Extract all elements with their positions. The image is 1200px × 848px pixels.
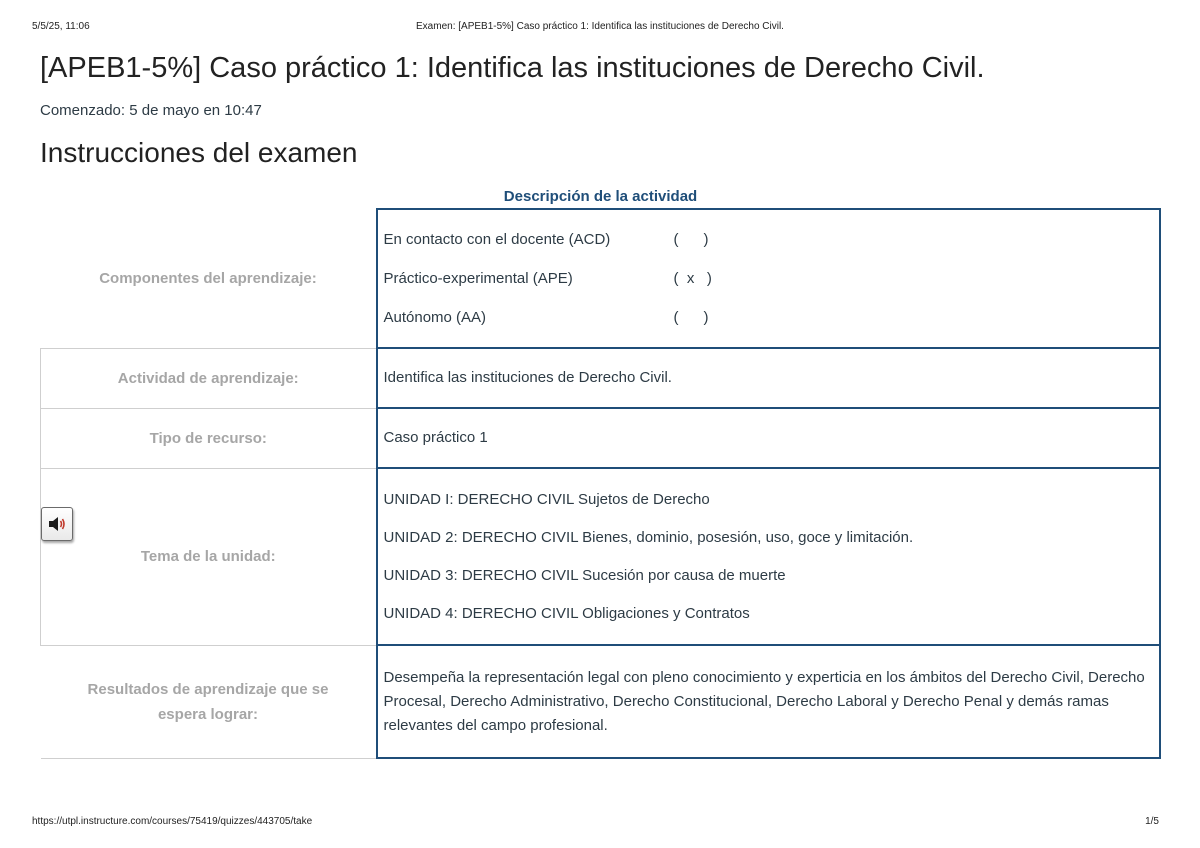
component-mark: ( ) [673,308,709,326]
instructions-heading: Instrucciones del examen [40,137,358,168]
component-item-aa [384,298,1154,337]
started-label: Comenzado: [40,102,126,119]
component-item-acd [384,220,1154,259]
print-footer [32,816,1159,827]
table-row-results [41,645,1161,758]
started-info [40,102,262,119]
theme-value [377,468,1161,645]
component-name: En contacto con el docente (ACD) [383,230,611,248]
table-row-theme [41,468,1161,645]
print-document-title: Examen: [APEB1-5%] Caso práctico 1: Identifica las instituciones de Derecho Civil. [416,21,784,32]
theme-label: Tema de la unidad: [41,468,377,645]
table-caption: Descripción de la actividad [503,188,698,205]
activity-description-table [40,186,1161,759]
component-mark: ( ) [673,230,709,248]
page-url: https://utpl.instructure.com/courses/75419/quizzes/443705/take [32,816,313,827]
component-name: Práctico-experimental (APE) [383,269,573,287]
activity-label: Actividad de aprendizaje: [41,348,377,408]
components-label: Componentes del aprendizaje: [41,209,377,348]
table-row-resource [41,408,1161,468]
resource-value: Caso práctico 1 [377,408,1161,468]
started-value: 5 de mayo en 10:47 [129,102,262,119]
unit-item: UNIDAD 2: DERECHO CIVIL Bienes, dominio, posesión, uso, goce y limitación. [383,528,914,546]
resource-label: Tipo de recurso: [41,408,377,468]
unit-item: UNIDAD 3: DERECHO CIVIL Sucesión por causa de muerte [383,566,786,584]
component-name: Autónomo (AA) [383,308,487,326]
table-row-activity [41,348,1161,408]
component-mark: ( x ) [673,269,712,287]
unit-item: UNIDAD 4: DERECHO CIVIL Obligaciones y Contratos [383,604,750,622]
unit-item: UNIDAD I: DERECHO CIVIL Sujetos de Derecho [383,490,710,508]
results-value: Desempeña la representación legal con pleno conocimiento y experticia en los ámbitos del Derecho Civil, Derecho Procesal, Derecho Administrativo, Derecho Constitucional, Derecho Laboral y Derecho Penal y demás ramas relevantes del campo profesional. [377,645,1161,758]
page-number: 1/5 [1145,816,1159,827]
quiz-title: [APEB1-5%] Caso práctico 1: Identifica las instituciones de Derecho Civil. [40,52,985,84]
component-item-ape [384,259,1154,298]
activity-value: Identifica las instituciones de Derecho Civil. [377,348,1161,408]
components-value [377,209,1161,348]
print-datetime: 5/5/25, 11:06 [32,21,90,32]
results-label: Resultados de aprendizaje que se espera lograr: [41,645,377,758]
table-row-components [41,209,1161,348]
audio-play-button[interactable] [41,507,73,541]
print-header [32,21,1168,35]
speaker-icon [48,516,68,532]
